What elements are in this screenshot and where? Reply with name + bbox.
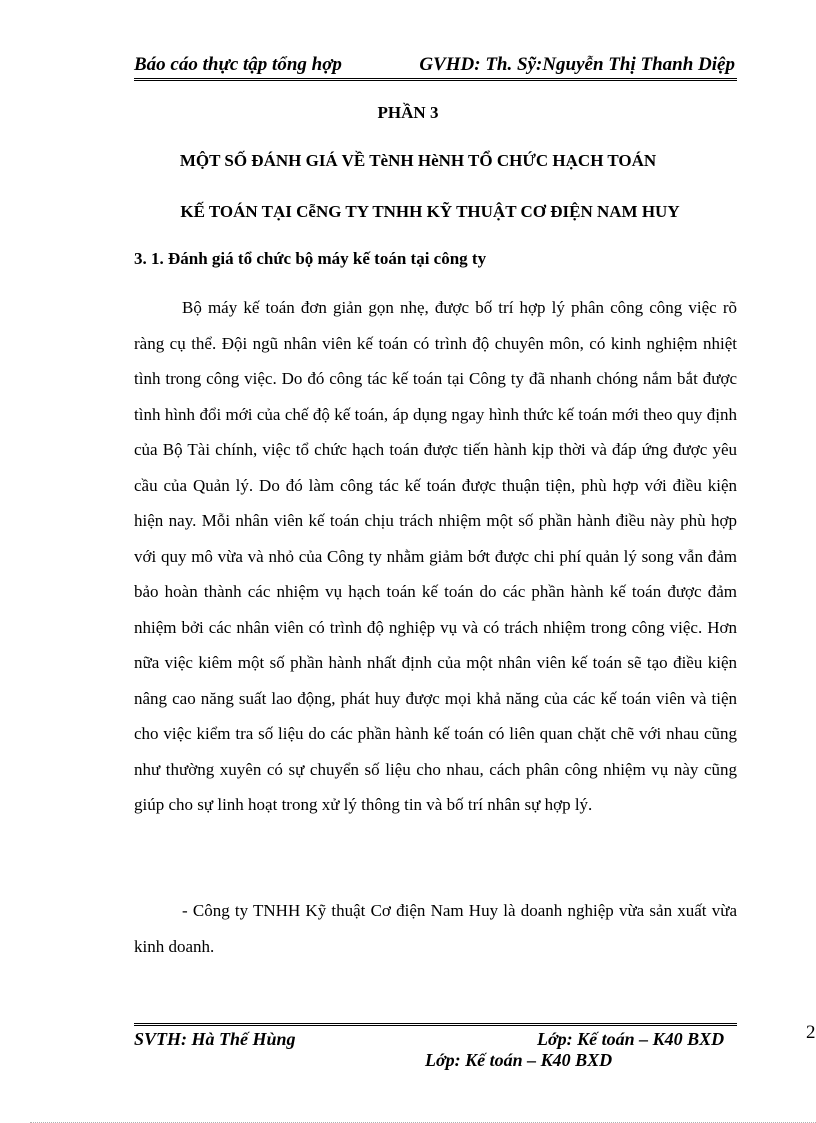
body-paragraph: Bộ máy kế toán đơn giản gọn nhẹ, được bố trí hợp lý phân công công việc rõ ràng cụ thể. Đội ngũ nhân viên kế toán có trình độ chuyên môn, có kinh nghiệm nhiệt tình trong công việc. Do đó công tác kế toán tại Công ty đã nhanh chóng nắm bắt được tình hình đổi mới của chế độ kế toán, áp dụng ngay hình thức kế toán mới theo quy định của Bộ Tài chính, việc tổ chức hạch toán được tiến hành kịp thời và đáp ứng được yêu cầu của Quản lý. Do đó làm công tác kế toán được thuận tiện, phù hợp với điều kiện hiện nay. Mỗi nhân viên kế toán chịu trách nhiệm một số phần hành điều này phù hợp với quy mô vừa và nhỏ của Công ty nhằm giảm bớt được chi phí quản lý song vẫn đảm bảo hoàn thành các nhiệm vụ hạch toán kế toán do các phần hành kế toán được đảm nhiệm bởi các nhân viên có trình độ nghiệp vụ và có trách nhiệm trong công việc. Hơn nữa việc kiêm một số phần hành nhất định của một nhân viên kế toán sẽ tạo điều kiện nâng cao năng suất lao động, phát huy được mọi khả năng của các kế toán viên và tiện cho việc kiểm tra số liệu do các phần hành kế toán có liên quan chặt chẽ với nhau cũng như thường xuyên có sự chuyển số liệu cho nhau, cách phân công nhiệm vụ này cũng giúp cho sự linh hoạt trong xử lý thông tin và bố trí nhân sự hợp lý.: [134, 298, 737, 814]
page-header: [134, 48, 737, 81]
footer-student: SVTH: Hà Thế Hùng: [134, 1029, 296, 1049]
header-report-title: Báo cáo thực tập tổng hợp: [134, 54, 342, 75]
page-number: 2: [806, 1022, 816, 1043]
section-heading: 3. 1. Đánh giá tổ chức bộ máy kế toán tại công ty: [134, 249, 487, 268]
chapter-title-line-2: KẾ TOÁN TẠI CễNG TY TNHH KỸ THUẬT CƠ ĐIỆN NAM HUY: [180, 202, 680, 221]
part-title: PHẦN 3: [377, 103, 439, 122]
body-paragraph: - Công ty TNHH Kỹ thuật Cơ điện Nam Huy là doanh nghiệp vừa sản xuất vừa kinh doanh.: [134, 901, 737, 956]
footer-class-repeat: Lớp: Kế toán – K40 BXD: [425, 1050, 613, 1070]
footer-divider: [134, 1023, 737, 1026]
chapter-title-line-1: MỘT SỐ ĐÁNH GIÁ VỀ TèNH HèNH TỔ CHỨC HẠCH TOÁN: [179, 151, 657, 170]
header-advisor: GVHD: Th. Sỹ:Nguyễn Thị Thanh Diệp: [419, 54, 735, 75]
footer-class: Lớp: Kế toán – K40 BXD: [537, 1029, 725, 1049]
